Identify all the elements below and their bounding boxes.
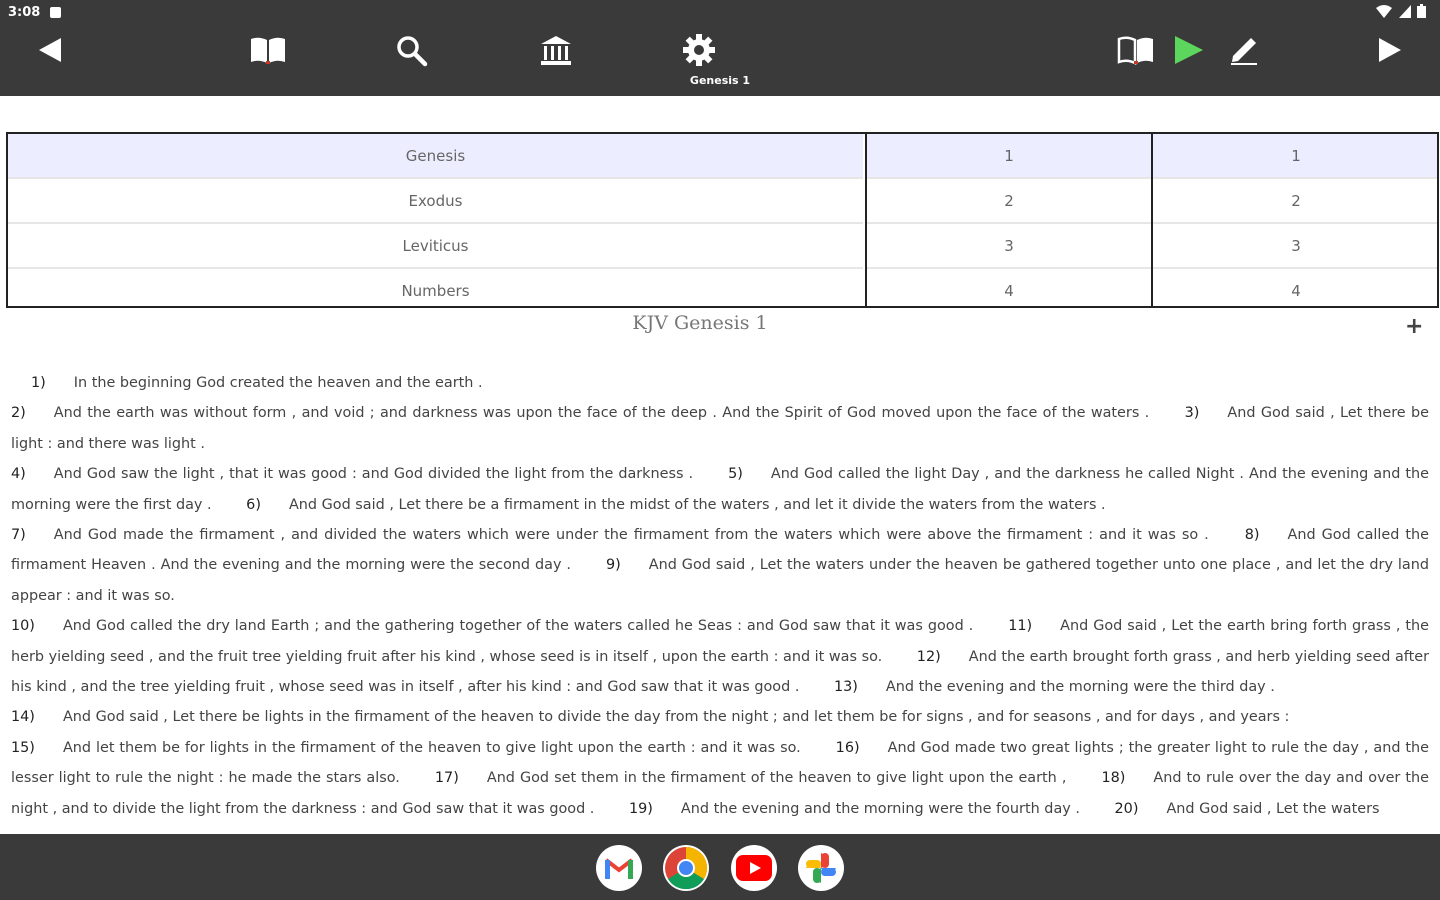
verse-item[interactable]: 3 [1153, 224, 1439, 269]
verse-text[interactable]: And God set them in the firmament of the heaven to give light upon the earth , [486, 770, 1067, 787]
verse-text[interactable]: And God said , Let there be light : and there was light . [11, 405, 1429, 452]
youtube-icon [736, 855, 772, 881]
verse-text[interactable]: And to rule over the day and over the night , and to divide the light from the darkness : and God saw that it was good . [11, 770, 1429, 817]
verse-number[interactable]: 18) [1101, 770, 1126, 787]
parallel-view-button[interactable] [1114, 30, 1158, 70]
open-book-icon [249, 35, 287, 65]
verse-number[interactable]: 17) [434, 770, 459, 787]
forward-arrow-icon [1375, 35, 1405, 65]
youtube-app[interactable] [731, 845, 777, 891]
verse-number[interactable]: 5) [728, 466, 743, 483]
forward-button[interactable] [1368, 30, 1412, 70]
verse-item[interactable]: 2 [1153, 179, 1439, 224]
books-button[interactable] [246, 30, 290, 70]
chapter-list[interactable] [865, 134, 1151, 306]
verse-number[interactable]: 20) [1114, 800, 1139, 817]
verse-list[interactable] [1151, 134, 1439, 306]
verse-text[interactable]: And God said , Let there be a firmament in the midst of the waters , and let it divide the waters from the waters . [288, 496, 1106, 513]
book-chapter-verse-chooser [6, 132, 1439, 308]
chapter-item[interactable]: 2 [867, 179, 1151, 224]
notes-edit-button[interactable] [1222, 30, 1266, 70]
verse-number[interactable]: 13) [833, 679, 858, 696]
verse-number[interactable]: 12) [916, 648, 941, 665]
gmail-app[interactable] [596, 845, 642, 891]
photos-icon [804, 851, 838, 885]
verse-text[interactable]: And the evening and the morning were the third day . [885, 679, 1275, 696]
verse-text[interactable]: In the beginning God created the heaven and the earth . [73, 375, 483, 391]
verse-number[interactable]: 11) [1008, 618, 1033, 635]
verse-text-area[interactable] [11, 368, 1429, 824]
book-item[interactable]: Leviticus [8, 224, 863, 269]
verse-text[interactable]: And the earth brought forth grass , and herb yielding seed after his kind , and the tree yielding fruit , whose seed was in itself , after his kind : and God saw that it was good . [11, 648, 1430, 696]
chapter-item[interactable]: 3 [867, 224, 1151, 269]
book-item[interactable]: Genesis [8, 134, 863, 179]
search-button[interactable] [389, 30, 433, 70]
add-button[interactable]: + [1405, 314, 1424, 339]
chapter-item[interactable]: 1 [867, 134, 1151, 179]
app-dock [0, 834, 1440, 900]
parallel-book-icon [1117, 35, 1155, 65]
verse-text[interactable]: And God saw the light , that it was good : and God divided the light from the darkness . [53, 466, 694, 483]
wifi-icon [1376, 5, 1392, 18]
verse-number[interactable]: 15) [11, 739, 35, 756]
verse-number[interactable]: 14) [11, 709, 35, 726]
verse-number[interactable]: 9) [605, 557, 621, 574]
verse-text[interactable]: And God said , Let the earth bring forth grass , the herb yielding seed , and the fruit tree yielding fruit after his kind , whose seed is in itself , upon the earth : and it was so. [11, 618, 1430, 665]
verse-text[interactable]: And the evening and the morning were the fourth day . [680, 800, 1080, 817]
chapter-item[interactable]: 4 [867, 269, 1151, 308]
gmail-icon [604, 856, 634, 880]
top-toolbar [0, 0, 1440, 96]
current-chapter-label: Genesis 1 [689, 74, 751, 87]
verse-text[interactable]: And let them be for lights in the firmament of the heaven to give light upon the earth : and it was so. [62, 739, 801, 756]
status-time: 3:08 [8, 5, 41, 20]
photos-app[interactable] [798, 845, 844, 891]
verse-number[interactable]: 16) [835, 739, 860, 756]
back-arrow-icon [35, 35, 65, 65]
search-icon [394, 33, 428, 67]
verse-text[interactable]: And God said , Let the waters under the heaven be gathered together unto one place , and let the dry land appear : and it was so. [11, 557, 1429, 604]
library-button[interactable] [534, 30, 578, 70]
verse-item[interactable]: 4 [1153, 269, 1439, 308]
chrome-app[interactable] [663, 845, 709, 891]
verse-number[interactable]: 4) [11, 466, 26, 483]
settings-button[interactable] [677, 30, 721, 70]
gear-icon [682, 33, 716, 67]
verse-text[interactable]: And God made two great lights ; the greater light to rule the day , and the lesser light to rule the night : he made the stars also. [11, 739, 1429, 787]
reading-title: KJV Genesis 1 [632, 312, 768, 334]
library-icon [539, 34, 573, 66]
verse-number[interactable]: 3) [1184, 405, 1200, 422]
notification-icon [50, 7, 61, 18]
verse-number[interactable]: 10) [11, 618, 35, 635]
chrome-icon [664, 846, 708, 890]
verse-text[interactable]: And God said , Let the waters [1166, 800, 1380, 817]
verse-number[interactable]: 1) [31, 375, 46, 391]
verse-text[interactable]: And God said , Let there be lights in the firmament of the heaven to divide the day from the night ; and let them be for signs , and for seasons , and for days , and years : [62, 709, 1290, 726]
verse-text[interactable]: And God called the dry land Earth ; and the gathering together of the waters called he Seas : and God saw that it was good . [62, 618, 974, 635]
book-item[interactable]: Numbers [8, 269, 863, 308]
verse-text[interactable]: And God called the firmament Heaven . And the evening and the morning were the second day . [11, 527, 1430, 574]
play-icon [1171, 34, 1205, 66]
verse-text[interactable]: And the earth was without form , and void ; and darkness was upon the face of the deep . And the Spirit of God moved upon the face of the waters . [53, 405, 1150, 422]
back-button[interactable] [28, 30, 72, 70]
verse-number[interactable]: 8) [1244, 527, 1260, 544]
battery-icon [1417, 4, 1426, 18]
verse-number[interactable]: 7) [11, 527, 26, 544]
book-list[interactable] [8, 134, 863, 306]
verse-number[interactable]: 6) [246, 496, 261, 513]
status-indicators [1376, 4, 1426, 22]
book-item[interactable]: Exodus [8, 179, 863, 224]
search-input[interactable] [5, 100, 1435, 126]
verse-item[interactable]: 1 [1153, 134, 1439, 179]
verse-text[interactable]: And God made the firmament , and divided the waters which were under the firmament from the waters which were above the firmament : and it was so . [53, 527, 1209, 544]
signal-icon [1399, 5, 1411, 18]
verse-text[interactable]: And God called the light Day , and the darkness he called Night . And the evening and the morning were the first day . [11, 466, 1429, 513]
verse-number[interactable]: 2) [11, 405, 26, 422]
pen-icon [1227, 34, 1261, 66]
play-audio-button[interactable] [1166, 30, 1210, 70]
verse-number[interactable]: 19) [628, 800, 653, 817]
